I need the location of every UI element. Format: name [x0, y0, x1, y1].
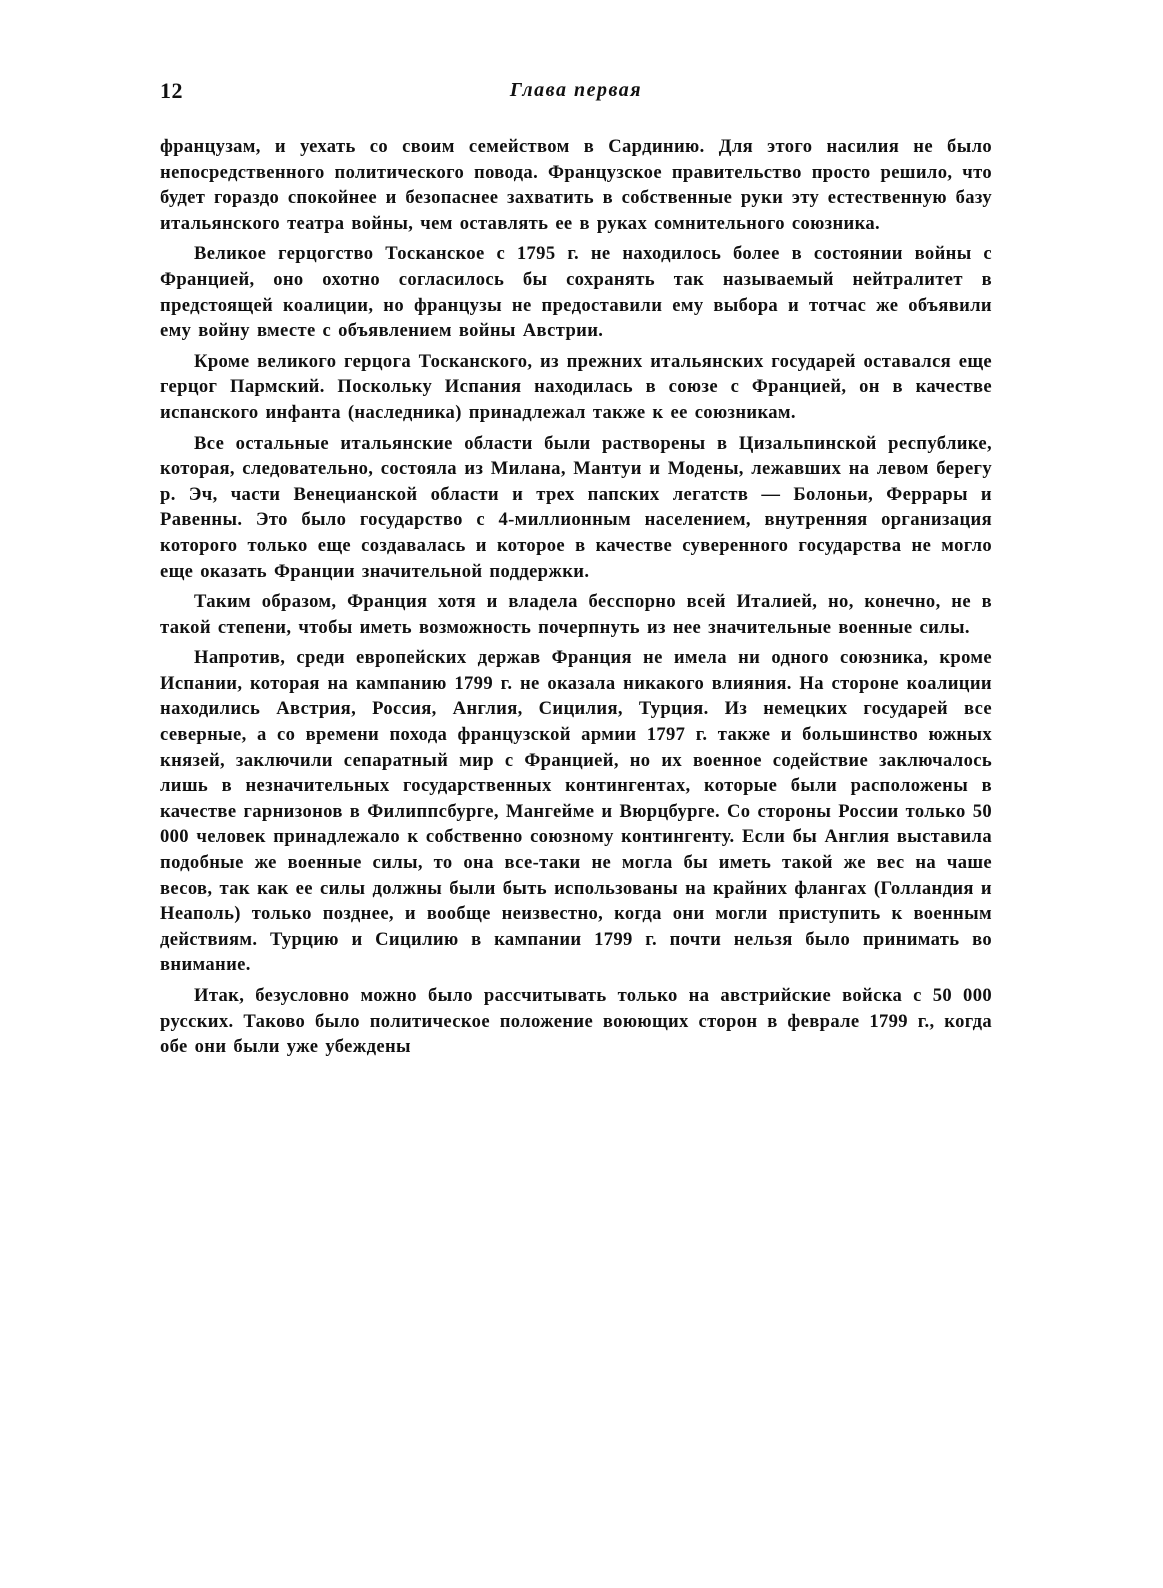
- paragraph-cisalpine-republic: Все остальные итальянские области были растворены в Цизальпинской республике, которая, следовательно, состояла из Милана, Мантуи и Модены, лежавших на левом берегу р. Эч, части Венецианской области и трех папских легатств — Болоньи, Феррары и Равенны. Это было государство с 4-миллионным населением, внутренняя организация которого только еще создавалась и которое в качестве суверенного государства не могло еще оказать Франции значительной поддержки.: [160, 432, 992, 582]
- page-number: 12: [160, 78, 183, 103]
- chapter-title: Глава первая: [509, 79, 643, 101]
- running-header: [160, 78, 992, 110]
- body-text: [160, 134, 992, 1060]
- paragraph-tuscany: Великое герцогство Тосканское с 1795 г. не находилось более в состоянии войны с Францией, оно охотно согласилось бы сохранять так называемый нейтралитет в предстоящей коалиции, но французы не предоставили ему выбора и тотчас же объявили ему войну вместе с объявлением войны Австрии.: [160, 243, 992, 342]
- paragraph-france-italy: Таким образом, Франция хотя и владела бесспорно всей Италией, но, конечно, не в такой степени, чтобы иметь возможность почерпнуть из нее значительные военные силы.: [160, 591, 992, 638]
- paragraph-coalition: Напротив, среди европейских держав Франция не имела ни одного союзника, кроме Испании, которая на кампанию 1799 г. не оказала никакого влияния. На стороне коалиции находились Австрия, Россия, Англия, Сицилия, Турция. Из немецких государей все северные, а со времени похода французской армии 1797 г. также и большинство южных князей, заключили сепаратный мир с Францией, но их военное содействие заключалось лишь в незначительных государственных контингентах, которые были расположены в качестве гарнизонов в Филиппсбурге, Мангейме и Вюрцбурге. Со стороны России только 50 000 человек принадлежало к собственно союзному контингенту. Если бы Англия выставила подобные же военные силы, то она все-таки не могла бы иметь такой же вес на чаше весов, так как ее силы должны были быть использованы на крайних флангах (Голландия и Неаполь) только позднее, и вообще неизвестно, когда они могли приступить к военным действиям. Турцию и Сицилию в кампании 1799 г. почти нельзя было принимать во внимание.: [160, 647, 992, 976]
- paragraph-parma: Кроме великого герцога Тосканского, из прежних итальянских государей оставался еще герцог Пармский. Поскольку Испания находилась в союзе с Францией, он в качестве испанского инфанта (наследника) принадлежал также к ее союзникам.: [160, 350, 992, 423]
- paragraph-conclusion: Итак, безусловно можно было рассчитывать только на австрийские войска с 50 000 русских. Таково было политическое положение воюющих сторон в феврале 1799 г., когда обе они были уже убеждены: [160, 985, 992, 1058]
- paragraph-continuation: французам, и уехать со своим семейством в Сардинию. Для этого насилия не было непосредственного политического повода. Французское правительство просто решило, что будет гораздо спокойнее и безопаснее захватить в собственные руки эту естественную базу итальянского театра войны, чем оставлять ее в руках сомнительного союзника.: [160, 136, 992, 234]
